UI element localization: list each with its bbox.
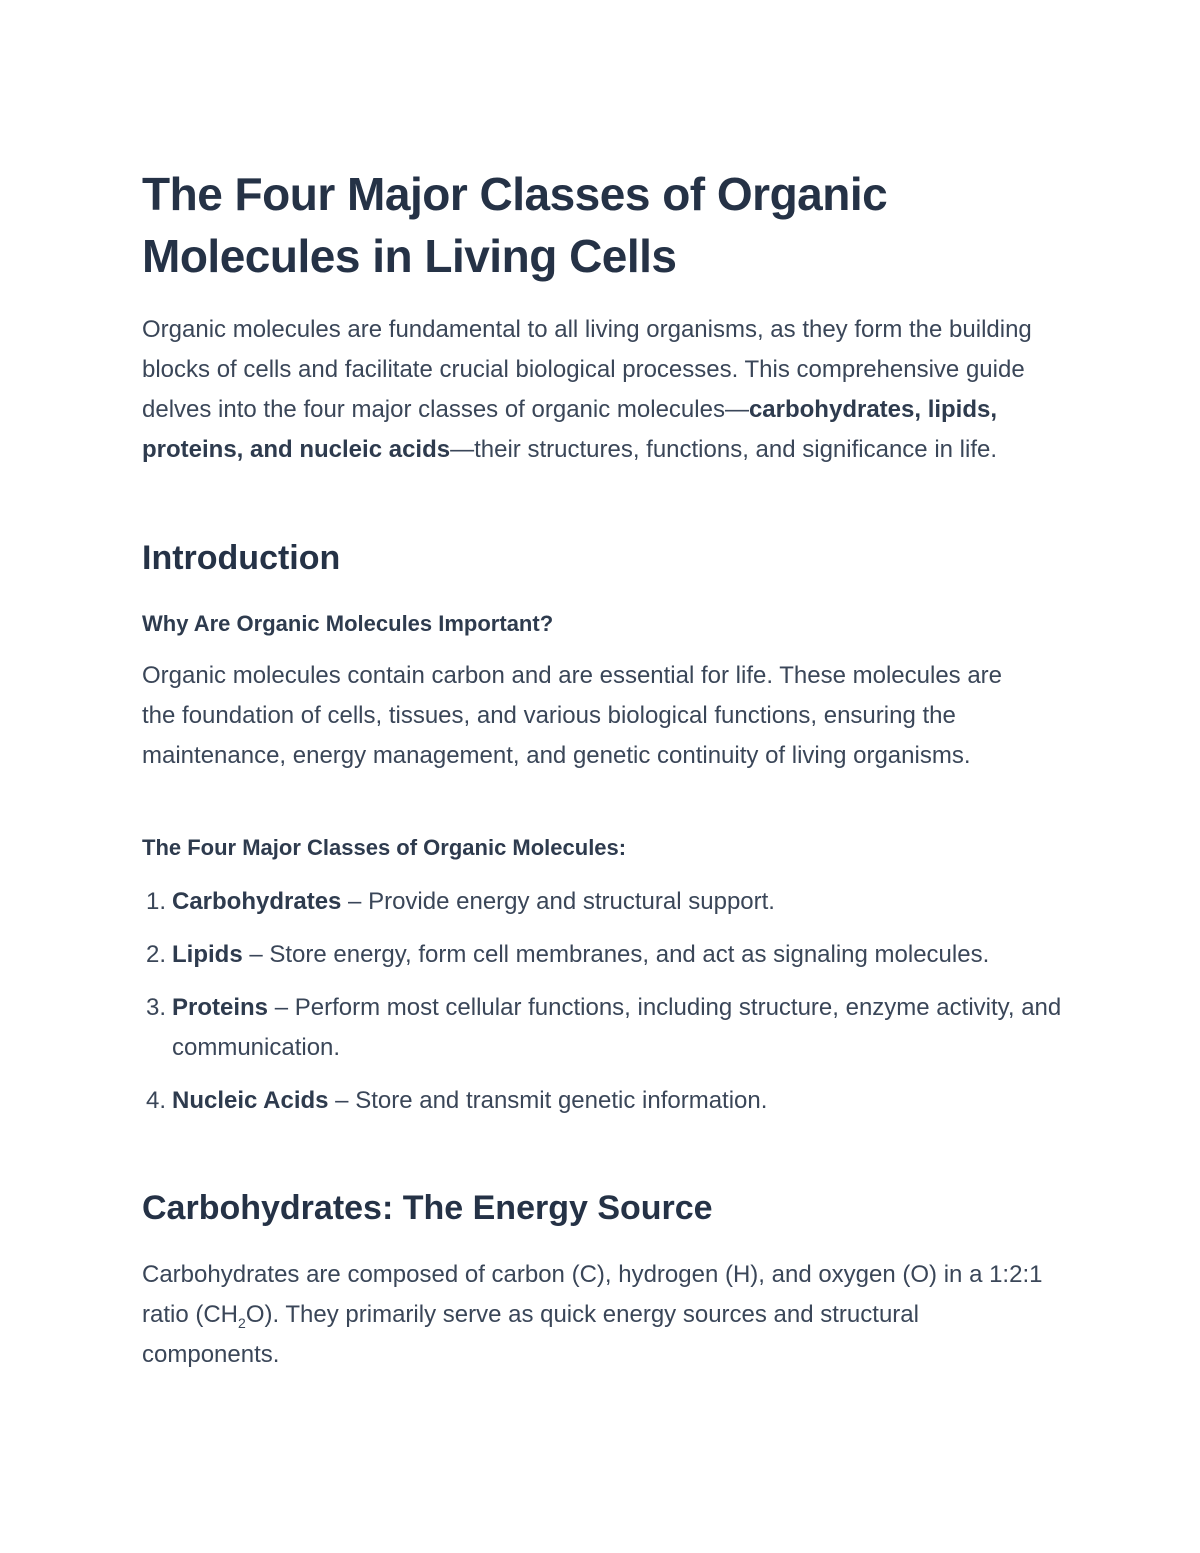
list-item [142,935,1062,975]
carbohydrates-text-part2: O). They primarily serve as quick energy sources and structural components. [142,1301,919,1368]
four-classes-subheading: The Four Major Classes of Organic Molecules: [142,835,627,860]
carbohydrates-heading: Carbohydrates: The Energy Source [142,1189,713,1227]
why-important-paragraph: Organic molecules contain carbon and are essential for life. These molecules are the foundation of cells, tissues, and various biological functions, ensuring the maintenance, energy management, and genetic continuity of living organisms. [142,662,1003,769]
list-item-name: Lipids [172,941,243,968]
intro-paragraph [142,310,1072,470]
page-title: The Four Major Classes of Organic Molecules in Living Cells [142,168,888,282]
list-item-number: 2. [146,941,167,968]
carbohydrates-text-part1: Carbohydrates are composed of carbon (C), hydrogen (H), and oxygen (O) in a 1:2:1 ratio (CH [142,1261,1043,1328]
intro-bold-terms: carbohydrates, lipids, proteins, and nucleic acids [142,396,998,463]
list-item-number: 4. [146,1087,167,1114]
list-item-number: 1. [146,888,167,915]
intro-text-before: Organic molecules are fundamental to all living organisms, as they form the building blocks of cells and facilitate crucial biological processes. This comprehensive guide delves into the four major classes of organic molecules— [142,316,1032,423]
list-item [142,988,1062,1068]
list-item-name: Carbohydrates [172,888,342,915]
list-item-desc: – Provide energy and structural support. [341,888,775,915]
introduction-heading: Introduction [142,539,341,577]
carbohydrates-subscript: 2 [238,1314,246,1331]
list-item-number: 3. [146,994,167,1021]
list-item [142,1081,1062,1121]
list-item-desc: – Store energy, form cell membranes, and act as signaling molecules. [242,941,990,968]
classes-list [142,882,1062,1134]
intro-text-after: —their structures, functions, and significance in life. [450,436,998,463]
why-important-subheading: Why Are Organic Molecules Important? [142,611,554,636]
list-item-name: Proteins [172,994,269,1021]
list-item-desc: – Perform most cellular functions, including structure, enzyme activity, and communication. [172,994,1062,1061]
list-item [142,882,1062,922]
carbohydrates-paragraph [142,1255,1062,1375]
list-item-desc: – Store and transmit genetic information. [328,1087,768,1114]
list-item-name: Nucleic Acids [172,1087,329,1114]
